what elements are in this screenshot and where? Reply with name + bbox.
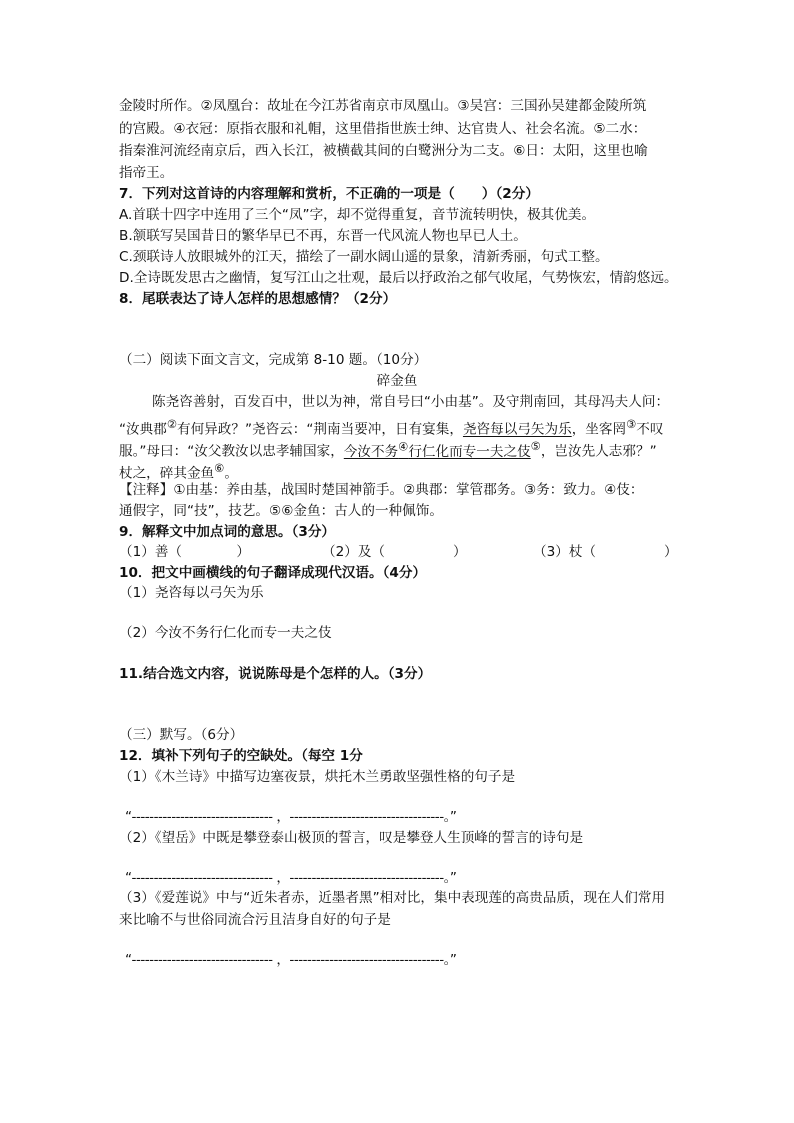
passage-line-1: 陈尧咨善射，百发百中，世以为神，常自号曰“小由基”。及守荆南回，其母冯夫人问： bbox=[152, 394, 670, 410]
question-12-item-3-line-2: 来比喻不与世俗同流合污且洁身自好的句子是 bbox=[119, 912, 391, 928]
footnote-mark: ② bbox=[166, 417, 177, 431]
underlined-sentence-2: 今汝不务④行仁化而专一夫之伎 bbox=[343, 439, 531, 460]
passage-line-4: 杖之，碎其金鱼⑥。 bbox=[119, 461, 238, 482]
answer-blank-2[interactable]: “-------------------------------- ，-----------------------------------。” bbox=[125, 870, 457, 886]
question-12-item-2: （2）《望岳》中既是攀登泰山极顶的誓言，叹是攀登人生顶峰的誓言的诗句是 bbox=[119, 830, 584, 846]
question-7-option-c: C.颈联诗人放眼城外的江天，描绘了一副水阔山遥的景象，清新秀丽，句式工整。 bbox=[119, 249, 609, 265]
question-12-item-1: （1）《木兰诗》中描写边塞夜景，烘托木兰勇敢坚强性格的句子是 bbox=[119, 769, 516, 785]
note-line-3: 指秦淮河流经南京后，西入长江，被横截其间的白鹭洲分为二支。⑥日：太阳，这里也喻 bbox=[119, 143, 648, 159]
answer-blank-1[interactable]: “-------------------------------- ，-----------------------------------。” bbox=[125, 809, 457, 825]
note-line-4: 指帝王。 bbox=[119, 165, 174, 181]
footnote-mark: ⑥ bbox=[214, 461, 225, 475]
note-line-2: 的宫殿。④衣冠：原指衣服和礼帽，这里借指世族士绅、达官贵人、社会名流。⑤二水： bbox=[119, 121, 647, 137]
question-12-stem: 12．填补下列句子的空缺处。（每空 1分 bbox=[119, 748, 363, 764]
question-9-stem: 9．解释文中加点词的意思。（3分） bbox=[119, 524, 336, 540]
question-10-sentence-1: （1）尧咨每以弓矢为乐 bbox=[119, 585, 264, 601]
note-line-1: 金陵时所作。②凤凰台：故址在今江苏省南京市凤凰山。③吴宫：三国孙吴建都金陵所筑 bbox=[119, 98, 647, 114]
annotation-line-1: 【注释】①由基：养由基，战国时楚国神箭手。②典郡：掌管郡务。③务：致力。④伎： bbox=[119, 482, 644, 498]
answer-blank-3[interactable]: “-------------------------------- ，-----------------------------------。” bbox=[125, 952, 457, 968]
section-3-heading: （三）默写。（6分） bbox=[119, 727, 244, 743]
passage-title: 碎金鱼 bbox=[376, 373, 418, 389]
passage-line-3: 服。”母曰：“汝父教汝以忠孝辅国家，今汝不务④行仁化而专一夫之伎⑤，岂汝先人志邪？” bbox=[119, 439, 657, 460]
footnote-mark: ⑤ bbox=[530, 439, 541, 453]
footnote-mark: ③ bbox=[626, 417, 637, 431]
passage-line-2: “汝典郡②有何异政？”尧咨云：“荆南当要冲，日有宴集，尧咨每以弓矢为乐，坐客罔③不叹 bbox=[119, 417, 664, 438]
section-2-heading: （二）阅读下面文言文，完成第 8-10 题。（10分） bbox=[119, 352, 428, 368]
question-10-sentence-2: （2）今汝不务行仁化而专一夫之伎 bbox=[119, 625, 332, 641]
question-7-option-a: A.首联十四字中连用了三个“凤”字，却不觉得重复，音节流转明快，极其优美。 bbox=[119, 207, 596, 223]
underlined-sentence-1: 尧咨每以弓矢为乐 bbox=[462, 421, 572, 438]
question-9-item-1: （1）善（ ） bbox=[119, 544, 250, 560]
question-7-stem: 7．下列对这首诗的内容理解和赏析，不正确的一项是（ ）（2分） bbox=[119, 186, 539, 202]
question-8-stem: 8．尾联表达了诗人怎样的思想感情？（2分） bbox=[119, 291, 397, 307]
question-7-option-b: B.颔联写吴国昔日的繁华早已不再，东晋一代风流人物也早已人土。 bbox=[119, 228, 527, 244]
question-7-option-d: D.全诗既发思古之幽情，复写江山之壮观，最后以抒政治之郁气收尾，气势恢宏，情韵悠远。 bbox=[119, 270, 678, 286]
question-10-stem: 10．把文中画横线的句子翻译成现代汉语。（4分） bbox=[119, 565, 427, 581]
question-9-item-3: （3）杖（ ） bbox=[533, 544, 678, 560]
question-11-stem: 11.结合选文内容，说说陈母是个怎样的人。（3分） bbox=[119, 666, 432, 682]
question-12-item-3-line-1: （3）《爱莲说》中与“近朱者赤，近墨者黑”相对比，集中表现莲的高贵品质，现在人们常用 bbox=[119, 890, 666, 906]
question-9-item-2: （2）及（ ） bbox=[322, 544, 467, 560]
annotation-line-2: 通假字，同“技”，技艺。⑤⑥金鱼：古人的一种佩饰。 bbox=[119, 503, 443, 519]
